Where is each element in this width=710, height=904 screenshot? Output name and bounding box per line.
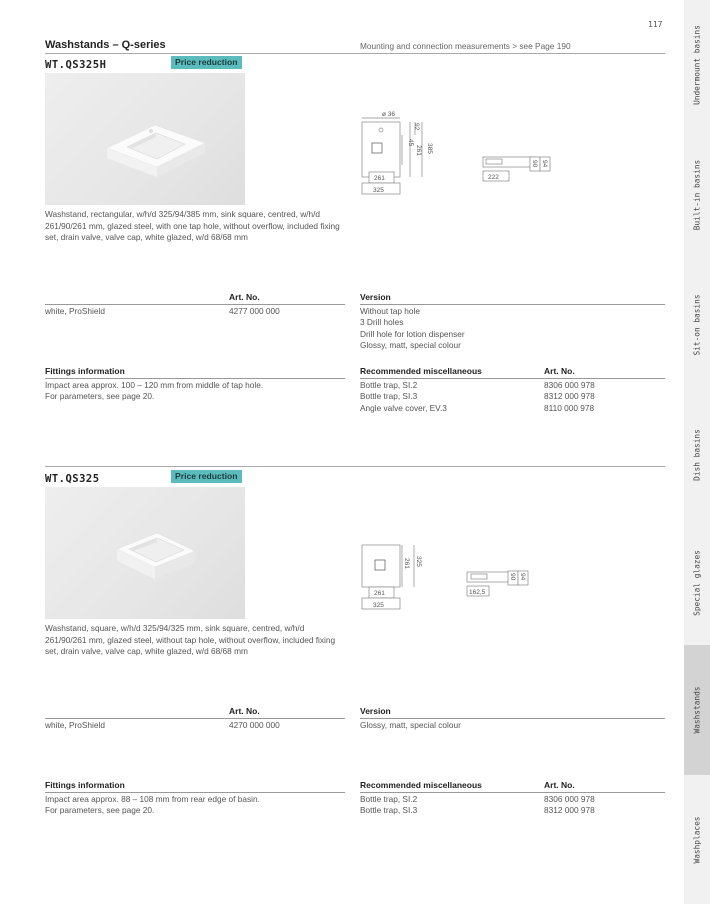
misc-art-numbers [544,794,595,817]
misc-art-header: Art. No. [544,780,575,790]
variant-name: white, ProShield [45,306,105,316]
misc-art-header: Art. No. [544,366,575,376]
fittings-divider [45,378,345,379]
misc-names [360,794,417,817]
price-reduction-badge: Price reduction [171,56,242,69]
fittings-info [45,380,263,403]
sidebar-item-built-in-basins[interactable]: Built-in basins [692,159,702,231]
article-number: 4270 000 000 [229,720,280,730]
misc-art-number: 8306 000 978 [544,380,595,390]
dim-261-vertical: 261 [415,145,422,156]
version-list [360,306,465,351]
version-item: Glossy, matt, special colour [360,339,461,350]
sidebar-item-special-glazes[interactable]: Special glazes [692,549,702,616]
dim-92: 92 [413,123,420,131]
misc-header: Recommended miscellaneous [360,780,482,790]
version-item: Glossy, matt, special colour [360,720,461,730]
art-divider [45,304,345,305]
washstand-image [45,73,245,205]
art-no-header: Art. No. [229,706,260,716]
article-number: 4277 000 000 [229,306,280,316]
dimension-drawing [355,540,570,615]
product-code: WT.QS325H [45,59,107,71]
dim-385: 385 [426,143,433,154]
fittings-header: Fittings information [45,780,125,790]
product-description: Washstand, rectangular, w/h/d 325/94/385 mm, sink square, centred, w/h/d 261/90/261 mm, glazed steel, with one tap hole, without overflow, included fixing set, drain valve, valve cap, white glazed, w/d 68/68 mm [45,209,340,242]
dim-162-5: 162,5 [469,589,486,596]
dim-94: 94 [519,573,526,581]
page-number: 117 [648,20,663,29]
misc-item: Bottle trap, SI.3 [360,805,418,816]
version-header: Version [360,706,391,716]
fittings-divider [45,792,345,793]
art-no-header: Art. No. [229,292,260,302]
product-photo [45,487,245,619]
fittings-line: For parameters, see page 20. [45,805,155,816]
misc-art-number: 8312 000 978 [544,391,595,402]
page-title: Washstands – Q-series [45,39,166,51]
dim-tap-hole-diameter: ø 36 [382,111,396,118]
misc-names [360,380,447,414]
sidebar-item-washstands[interactable]: Washstands [684,645,710,775]
misc-art-number: 8312 000 978 [544,805,595,816]
misc-item: Bottle trap, SI.3 [360,391,418,402]
product-divider [45,466,665,467]
sidebar-item-undermount-basins[interactable]: Undermount basins [692,25,702,105]
dim-325-vertical: 325 [415,556,422,567]
dim-325-horizontal: 325 [373,602,384,609]
misc-divider [360,792,665,793]
fittings-header: Fittings information [45,366,125,376]
dim-261-horizontal: 261 [374,175,385,182]
price-reduction-badge: Price reduction [171,470,242,483]
misc-item: Bottle trap, SI.2 [360,380,418,390]
dim-325: 325 [373,187,384,194]
fittings-line: Impact area approx. 88 – 108 mm from rear edge of basin. [45,794,260,804]
version-item: Drill hole for lotion dispenser [360,328,465,339]
fittings-info [45,794,260,817]
version-header: Version [360,292,391,302]
dim-222: 222 [488,174,499,181]
version-item: 3 Drill holes [360,317,404,328]
misc-art-number: 8306 000 978 [544,794,595,804]
variant-name: white, ProShield [45,720,105,730]
product-description: Washstand, square, w/h/d 325/94/325 mm, sink square, centred, w/h/d 261/90/261 mm, glazed steel, without tap hole, without overflow, included fixing set, drain valve, valve cap, white glazed, w/d 68/68 mm [45,623,336,656]
fittings-line: For parameters, see page 20. [45,391,155,402]
dim-90: 90 [509,573,516,581]
art-divider [45,718,345,719]
sidebar-item-washplaces[interactable]: Washplaces [692,816,702,863]
misc-art-number: 8110 000 978 [544,402,595,413]
sidebar-item-dish-basins[interactable]: Dish basins [692,429,702,481]
fittings-line: Impact area approx. 100 – 120 mm from middle of tap hole. [45,380,264,390]
dimension-drawing [355,105,570,200]
dim-261-horizontal: 261 [374,590,385,597]
product-photo [45,73,245,205]
version-divider [360,718,665,719]
header-divider [45,53,665,54]
misc-art-numbers [544,380,595,414]
version-item: Without tap hole [360,306,420,316]
sidebar-item-sit-on-basins[interactable]: Sit-on basins [692,294,702,356]
dim-261-vertical: 261 [403,558,410,569]
misc-divider [360,378,665,379]
misc-item: Angle valve cover, EV.3 [360,402,447,413]
dim-94: 94 [541,160,548,168]
mounting-note: Mounting and connection measurements > see Page 190 [360,41,571,51]
dim-45: 45 [407,139,414,147]
product-code: WT.QS325 [45,473,100,485]
misc-header: Recommended miscellaneous [360,366,482,376]
misc-item: Bottle trap, SI.2 [360,794,418,804]
version-list [360,720,461,731]
dim-90: 90 [531,160,538,168]
version-divider [360,304,665,305]
washstand-image [45,487,245,619]
